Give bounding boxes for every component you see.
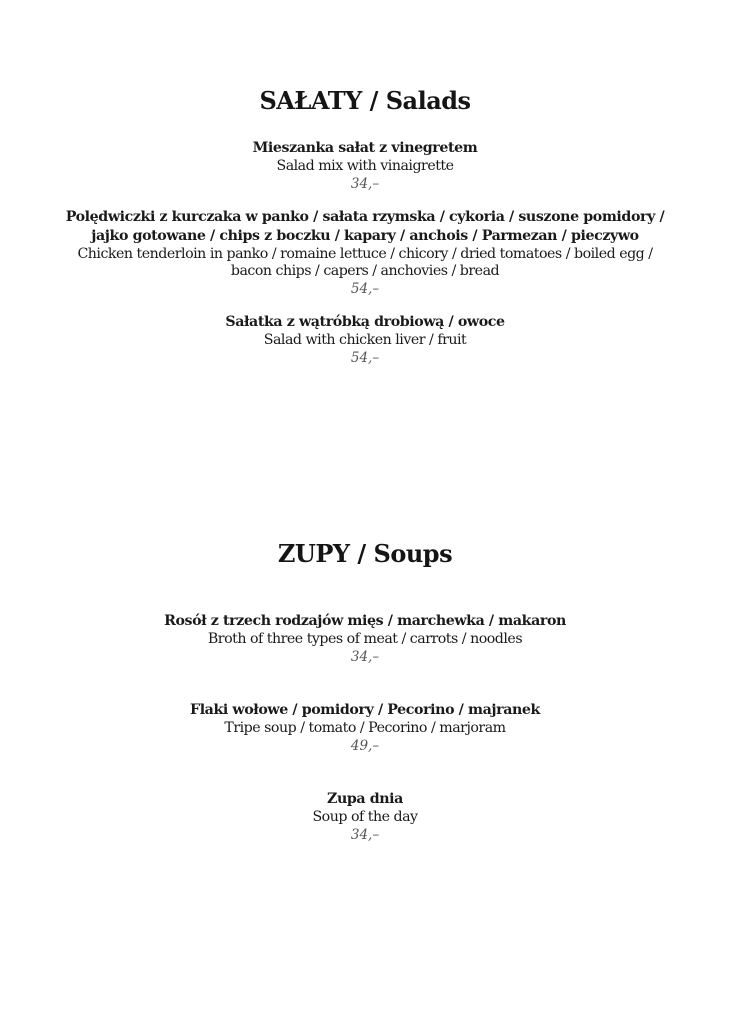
menu-item-chicken-salad — [0, 208, 730, 299]
item-name-pl: Rosół z trzech rodzajów mięs / marchewka / makaron — [164, 613, 566, 629]
item-name-pl: Flaki wołowe / pomidory / Pecorino / majranek — [190, 702, 540, 718]
item-price: 34,– — [350, 827, 380, 843]
item-price: 49,– — [350, 738, 380, 754]
item-price: 54,– — [350, 350, 380, 366]
item-name-en-line2: bacon chips / capers / anchovies / bread — [230, 263, 500, 279]
item-price: 54,– — [350, 281, 380, 297]
item-price: 34,– — [350, 649, 380, 665]
item-name-pl: Mieszanka sałat z vinegretem — [252, 140, 478, 156]
item-name-pl-line1: Polędwiczki z kurczaka w panko / sałata rzymska / cykoria / suszone pomidory / — [65, 209, 665, 225]
menu-item-liver-salad — [0, 313, 730, 368]
item-price: 34,– — [350, 176, 380, 192]
soups-heading: ZUPY / Soups — [277, 539, 453, 568]
menu-item-soup-of-day — [0, 790, 730, 845]
soups-section — [0, 539, 730, 569]
item-name-pl: Zupa dnia — [327, 791, 403, 807]
item-name-en: Tripe soup / tomato / Pecorino / marjoram — [224, 720, 506, 736]
menu-item-broth — [0, 612, 730, 667]
item-name-en: Salad mix with vinaigrette — [276, 158, 454, 174]
item-name-en: Broth of three types of meat / carrots / noodles — [207, 631, 523, 647]
item-name-en: Soup of the day — [312, 809, 418, 825]
item-name-en: Salad with chicken liver / fruit — [263, 332, 467, 348]
menu-item-salad-mix — [0, 139, 730, 194]
item-name-en-line1: Chicken tenderloin in panko / romaine lettuce / chicory / dried tomatoes / boiled egg / — [77, 246, 653, 262]
salads-heading: SAŁATY / Salads — [259, 86, 471, 115]
item-name-pl-line2: jajko gotowane / chips z boczku / kapary / anchois / Parmezan / pieczywo — [91, 228, 639, 244]
salads-section — [0, 86, 730, 116]
item-name-pl: Sałatka z wątróbką drobiową / owoce — [225, 314, 505, 330]
menu-item-tripe-soup — [0, 701, 730, 756]
